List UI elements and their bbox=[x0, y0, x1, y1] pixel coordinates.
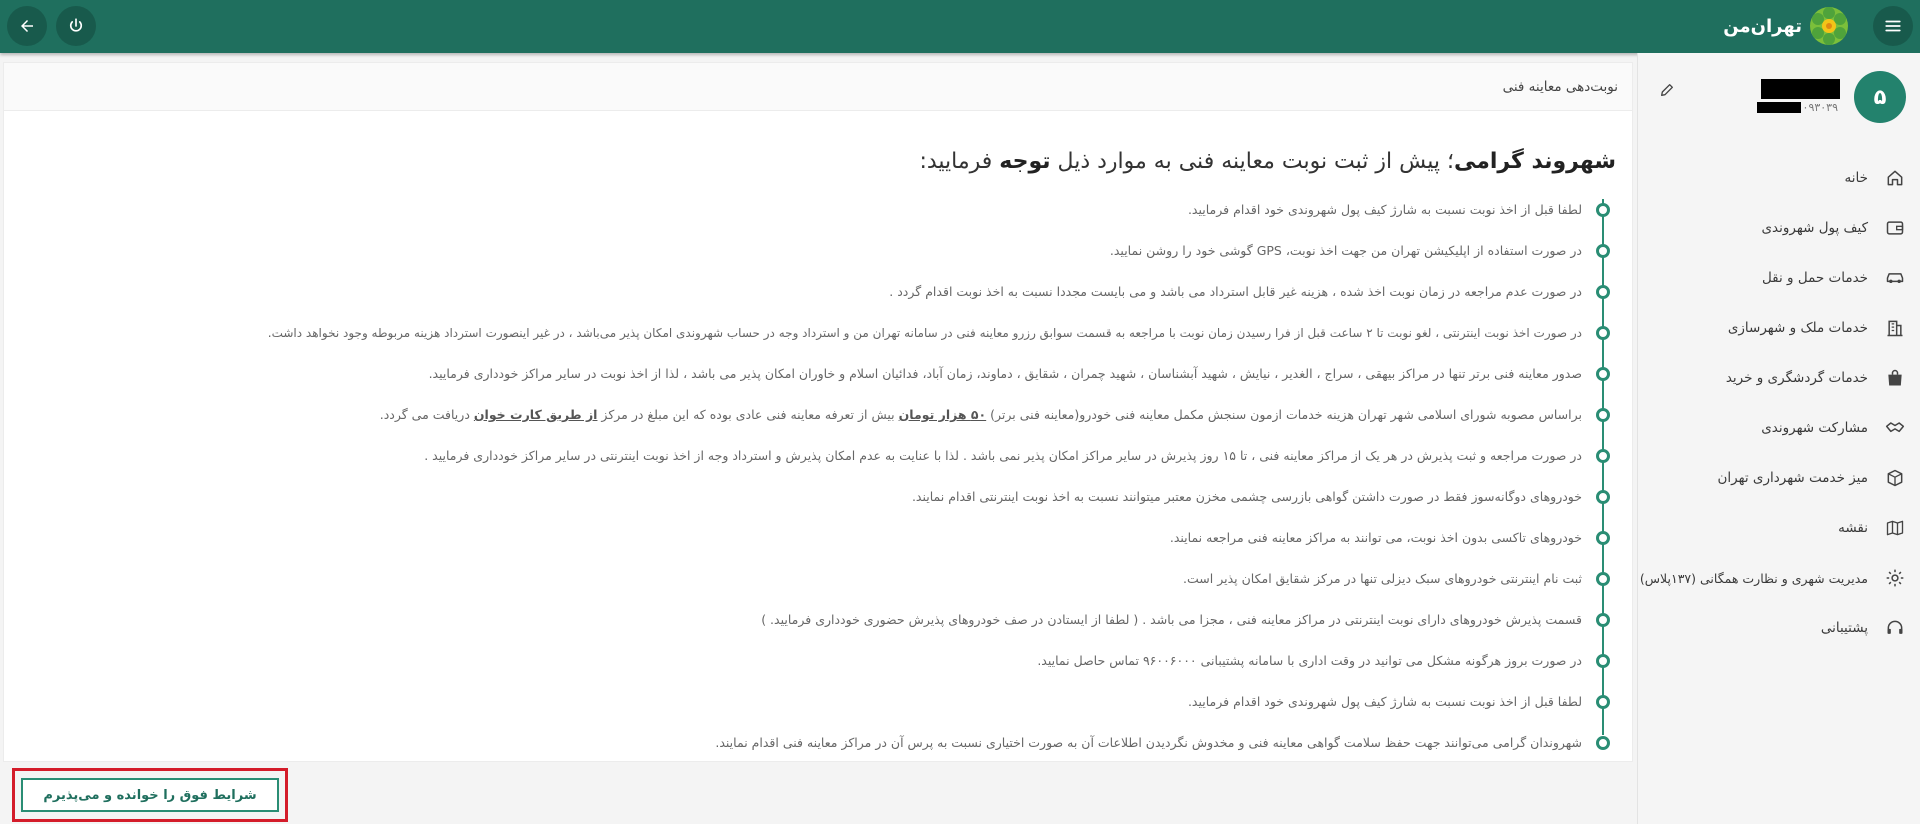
list-item bbox=[10, 722, 1610, 763]
sidebar-item-support[interactable] bbox=[1637, 603, 1920, 653]
headset-icon bbox=[1884, 617, 1906, 639]
list-item bbox=[10, 640, 1610, 681]
sidebar-item-map[interactable] bbox=[1637, 503, 1920, 553]
list-item bbox=[10, 681, 1610, 722]
rule-text: لطفا قبل از اخذ نوبت نسبت به شارژ کیف پول شهروندی خود اقدام فرمایید. bbox=[1187, 202, 1582, 217]
rule-text: در صورت اخذ نوبت اینترنتی ، لغو نوبت تا ۲ ساعت قبل از فرا رسیدن زمان نوبت با مراجعه به قسمت سوابق رزرو معاینه فنی در سامانه تهران من و استرداد وجه در حساب شهروندی امکان پذیر می‌باشد ، در غیر اینصورت استرداد هزینه مربوطه وجود نخواهد داشت. bbox=[267, 325, 1582, 340]
timeline-dot bbox=[1596, 244, 1610, 258]
edit-profile-button[interactable] bbox=[1657, 80, 1677, 100]
building-icon bbox=[1884, 317, 1906, 339]
list-item bbox=[10, 312, 1610, 353]
timeline-dot bbox=[1596, 326, 1610, 340]
top-bar bbox=[0, 0, 1920, 53]
rule-text bbox=[380, 407, 1582, 422]
sidebar-item-service-desk[interactable] bbox=[1637, 453, 1920, 503]
list-item bbox=[10, 558, 1610, 599]
timeline-dot bbox=[1596, 449, 1610, 463]
wallet-icon bbox=[1884, 217, 1906, 239]
rules-timeline bbox=[10, 189, 1610, 763]
sidebar-item-label: خدمات گردشگری و خرید bbox=[1725, 370, 1868, 386]
accept-highlight-box bbox=[12, 768, 288, 822]
sidebar-item-label: خدمات حمل و نقل bbox=[1761, 270, 1868, 286]
timeline-dot bbox=[1596, 572, 1610, 586]
list-item bbox=[10, 271, 1610, 312]
rule-text: در صورت استفاده از اپلیکیشن تهران من جهت اخذ نوبت، GPS گوشی خود را روشن نمایید. bbox=[1109, 243, 1582, 258]
redacted-phone bbox=[1757, 102, 1801, 113]
rule-text: در صورت مراجعه و ثبت پذیرش در هر یک از مراکز معاینه فنی ، تا ۱۵ روز پذیرش در سایر مراکز امکان پذیر نمی باشد . لذا با عنایت به عدم امکان پذیرش و استرداد وجه از اخذ نوبت اینترنتی در سایر مراکز خودداری فرمایید . bbox=[424, 448, 1582, 463]
pencil-icon bbox=[1659, 82, 1675, 98]
list-item bbox=[10, 435, 1610, 476]
list-item bbox=[10, 394, 1610, 435]
timeline-dot bbox=[1596, 613, 1610, 627]
sidebar-item-label: خانه bbox=[1844, 170, 1868, 186]
sidebar-item-participation[interactable] bbox=[1637, 403, 1920, 453]
rule-text: شهروندان گرامی می‌توانند جهت حفظ سلامت گواهی معاینه فنی و مخدوش نگردیدن اطلاعات آن به صورت اختیاری نسبت به پرس آن در مراکز معاینه فنی اقدام نمایند. bbox=[715, 735, 1582, 750]
list-item bbox=[10, 353, 1610, 394]
sidebar-item-property[interactable] bbox=[1637, 303, 1920, 353]
heading-part4: فرمایید: bbox=[919, 149, 1000, 174]
rule-special-middle: بیش از تعرفه معاینه فنی عادی بوده که این مبلغ در مرکز bbox=[597, 407, 899, 422]
timeline-dot bbox=[1596, 654, 1610, 668]
back-button[interactable] bbox=[7, 6, 47, 46]
handshake-icon bbox=[1884, 417, 1906, 439]
heading-part3: توجه bbox=[999, 149, 1051, 174]
sidebar-item-transport[interactable] bbox=[1637, 253, 1920, 303]
power-icon bbox=[67, 17, 85, 35]
user-phone bbox=[1757, 101, 1838, 114]
heading-part2: ؛ پیش از ثبت نوبت معاینه فنی به موارد ذیل bbox=[1050, 149, 1454, 174]
menu-button[interactable] bbox=[1873, 6, 1913, 46]
main-card bbox=[3, 62, 1633, 762]
list-item bbox=[10, 476, 1610, 517]
rules-heading bbox=[919, 149, 1616, 174]
heading-part1: شهروند گرامی bbox=[1453, 149, 1616, 174]
redacted-user-name bbox=[1761, 79, 1840, 99]
sidebar-item-home[interactable] bbox=[1637, 153, 1920, 203]
list-item bbox=[10, 517, 1610, 558]
sidebar-item-label: مشارکت شهروندی bbox=[1761, 420, 1868, 436]
sidebar-item-label: مدیریت شهری و نظارت همگانی (۱۳۷پلاس) bbox=[1639, 570, 1868, 586]
home-icon bbox=[1884, 167, 1906, 189]
rule-special-card-reader: از طریق کارت خوان bbox=[473, 407, 598, 422]
list-item bbox=[10, 230, 1610, 271]
list-item bbox=[10, 189, 1610, 230]
phone-prefix: ۰۹۳۰۳۹ bbox=[1802, 101, 1838, 114]
shopping-bag-icon bbox=[1884, 367, 1906, 389]
rule-text: لطفا قبل از اخذ نوبت نسبت به شارژ کیف پول شهروندی خود اقدام فرمایید. bbox=[1187, 694, 1582, 709]
sidebar bbox=[1637, 53, 1920, 824]
sidebar-nav bbox=[1637, 153, 1920, 653]
timeline-dot bbox=[1596, 408, 1610, 422]
timeline-dot bbox=[1596, 490, 1610, 504]
sidebar-item-label: پشتیبانی bbox=[1820, 620, 1868, 636]
sidebar-item-wallet[interactable] bbox=[1637, 203, 1920, 253]
avatar[interactable]: ۵ bbox=[1854, 71, 1906, 123]
map-icon bbox=[1884, 517, 1906, 539]
rule-text: قسمت پذیرش خودروهای دارای نوبت اینترنتی در مراکز معاینه فنی ، مجزا می باشد . ( لطفا از ایستادن در صف خودروهای پذیرش حضوری خودداری فرمایید. ) bbox=[761, 612, 1582, 627]
sidebar-item-city-management[interactable] bbox=[1637, 553, 1920, 603]
rule-text: ثبت نام اینترنتی خودروهای سبک دیزلی تنها در مرکز شقایق امکان پذیر است. bbox=[1183, 571, 1582, 586]
box-icon bbox=[1884, 467, 1906, 489]
flower-logo-icon bbox=[1808, 5, 1850, 47]
timeline-dot bbox=[1596, 531, 1610, 545]
rule-text: در صورت بروز هرگونه مشکل می توانید در وقت اداری با سامانه پشتیبانی ۹۶۰۰۶۰۰۰ تماس حاصل نمایید. bbox=[1037, 653, 1582, 668]
sidebar-item-tourism[interactable] bbox=[1637, 353, 1920, 403]
app-name: تهران‌من bbox=[1723, 15, 1802, 37]
rule-text: صدور معاینه فنی برتر تنها در مراکز بیهقی ، سراج ، الغدیر ، نیایش ، شهید آبشناسان ، شهید چمران ، شقایق ، دماوند، زمان آباد، فدائیان اسلام و خاوران امکان پذیر می باشد ، لذا از اخذ نوبت در سایر مراکز خودداری فرمایید. bbox=[428, 366, 1582, 381]
timeline-dot bbox=[1596, 367, 1610, 381]
accept-terms-button[interactable]: شرایط فوق را خوانده و می‌پذیرم bbox=[21, 778, 279, 812]
rule-special-before: براساس مصوبه شورای اسلامی شهر تهران هزینه خدمات ازمون سنجش مکمل معاینه فنی خودرو(معاینه فنی برتر) bbox=[986, 407, 1582, 422]
page-title: نوبت‌دهی معاینه فنی bbox=[1502, 78, 1618, 95]
logout-button[interactable] bbox=[56, 6, 96, 46]
gear-icon bbox=[1884, 567, 1906, 589]
sidebar-item-label: خدمات ملک و شهرسازی bbox=[1727, 320, 1868, 336]
timeline-dot bbox=[1596, 695, 1610, 709]
timeline-dot bbox=[1596, 736, 1610, 750]
rule-text: خودروهای دوگانه‌سوز فقط در صورت داشتن گواهی بازرسی چشمی مخزن معتبر میتوانند نسبت به اخذ نوبت اینترنتی اقدام نمایند. bbox=[911, 489, 1582, 504]
rule-special-after: دریافت می گردد. bbox=[379, 407, 474, 422]
card-header bbox=[4, 63, 1632, 111]
app-logo[interactable] bbox=[1723, 3, 1850, 49]
arrow-left-icon bbox=[18, 17, 36, 35]
rule-text: خودروهای تاکسی بدون اخذ نوبت، می توانند به مراکز معاینه فنی مراجعه نمایند. bbox=[1169, 530, 1582, 545]
timeline-dot bbox=[1596, 285, 1610, 299]
car-icon bbox=[1884, 267, 1906, 289]
list-item bbox=[10, 599, 1610, 640]
timeline-dot bbox=[1596, 203, 1610, 217]
sidebar-item-label: کیف پول شهروندی bbox=[1761, 220, 1868, 236]
rule-text: در صورت عدم مراجعه در زمان نوبت اخذ شده ، هزینه غیر قابل استرداد می باشد و می بایست مجددا نسبت به اخذ نوبت اقدام گردد . bbox=[889, 284, 1582, 299]
sidebar-item-label: نقشه bbox=[1838, 520, 1868, 536]
rule-special-price: ۵۰ هزار تومان bbox=[898, 407, 987, 422]
user-profile bbox=[1637, 53, 1920, 143]
sidebar-item-label: میز خدمت شهرداری تهران bbox=[1717, 470, 1868, 486]
hamburger-icon bbox=[1884, 17, 1902, 35]
